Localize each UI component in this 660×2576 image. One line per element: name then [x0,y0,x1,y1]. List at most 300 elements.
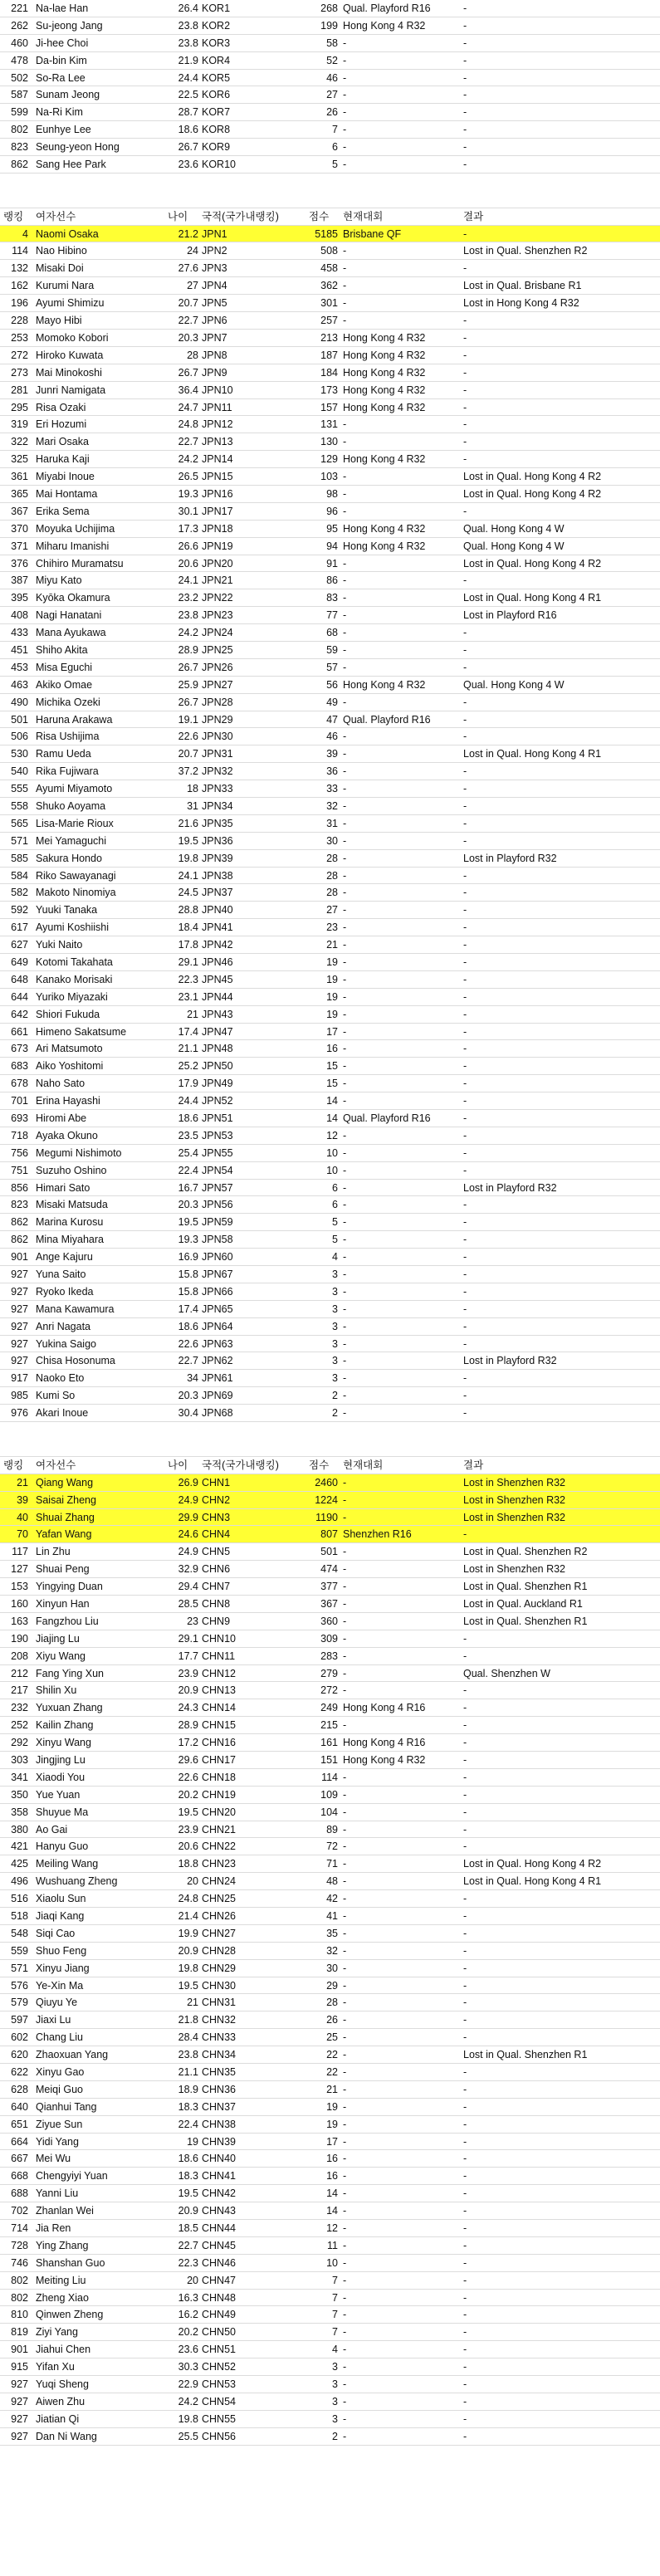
current-tournament-cell: - [343,1615,347,1627]
player-name-cell: Kotomi Takahata [36,956,113,968]
current-tournament-cell: - [343,2395,347,2407]
points-cell: 29 [326,1979,338,1992]
current-tournament-cell: - [343,1910,347,1922]
nationality-rank-cell: JPN3 [202,262,227,275]
nationality-rank-cell: JPN61 [202,1372,233,1385]
rank-cell: 587 [11,89,28,101]
rank-cell: 917 [11,1372,28,1385]
table-row [0,1752,660,1769]
result-cell: - [463,2361,467,2373]
table-row [0,1127,660,1145]
result-cell: - [463,1025,467,1038]
player-name-cell: Aiwen Zhu [36,2395,86,2407]
age-cell: 17.3 [178,522,198,535]
points-cell: 98 [326,487,338,500]
age-cell: 나이 [168,1459,188,1471]
nationality-rank-cell: JPN33 [202,783,233,795]
rank-cell: 597 [11,2014,28,2026]
nationality-rank-cell: JPN60 [202,1251,233,1264]
player-name-cell: Yuqi Sheng [36,2378,89,2391]
rank-cell: 693 [11,1112,28,1125]
current-tournament-cell: - [343,1355,347,1367]
current-tournament-cell: Shenzhen R16 [343,1528,412,1541]
player-name-cell: Marina Kurosu [36,1216,104,1229]
nationality-rank-cell: JPN31 [202,748,233,760]
result-cell: Lost in Qual. Hong Kong 4 R2 [463,487,602,500]
nationality-rank-cell: CHN8 [202,1597,231,1610]
nationality-rank-cell: JPN49 [202,1078,233,1090]
current-tournament-cell: - [343,2430,347,2442]
table-row [0,538,660,555]
age-cell: 16.7 [178,1181,198,1194]
result-cell: - [463,2118,467,2130]
age-cell: 19.5 [178,2187,198,2200]
current-tournament-cell: - [343,245,347,257]
player-name-cell: Miyabi Inoue [36,471,95,483]
player-name-cell: Yue Yuan [36,1788,81,1801]
current-tournament-cell: - [343,471,347,483]
nationality-rank-cell: JPN7 [202,331,227,344]
points-cell: 360 [320,1615,338,1627]
nationality-rank-cell: JPN14 [202,453,233,466]
points-cell: 5 [332,1234,338,1246]
age-cell: 20.3 [178,331,198,344]
table-row [0,70,660,87]
rank-cell: 208 [11,1650,28,1662]
table-row [0,1526,660,1543]
rank-cell: 408 [11,609,28,622]
nationality-rank-cell: JPN9 [202,366,227,379]
table-row [0,1283,660,1301]
age-cell: 24.2 [178,453,198,466]
result-cell: Lost in Playford R16 [463,609,557,622]
table-row [0,1387,660,1405]
result-cell: Qual. Shenzhen W [463,1667,550,1679]
result-cell: - [463,1320,467,1332]
nationality-rank-cell: JPN4 [202,280,227,292]
result-cell: - [463,1390,467,1402]
result-cell: - [463,2239,467,2251]
table-row [0,242,660,260]
points-cell: 48 [326,1875,338,1888]
current-tournament-cell: - [343,1216,347,1229]
result-cell: - [463,1095,467,1107]
rank-cell: 927 [11,1320,28,1332]
age-cell: 20.3 [178,1390,198,1402]
rank-cell: 370 [11,522,28,535]
current-tournament-cell: Hong Kong 4 R32 [343,401,426,413]
points-cell: 131 [320,418,338,431]
player-name-cell: Xinyu Gao [36,2066,85,2079]
nationality-rank-cell: JPN8 [202,349,227,361]
result-cell: Lost in Hong Kong 4 R32 [463,297,579,310]
table-row [0,1925,660,1943]
current-tournament-cell: - [343,1788,347,1801]
result-cell: Lost in Qual. Hong Kong 4 R1 [463,592,602,604]
points-cell: 109 [320,1788,338,1801]
rank-cell: 217 [11,1684,28,1697]
rank-cell: 555 [11,783,28,795]
current-tournament-cell: - [343,1719,347,1732]
rank-cell: 927 [11,1303,28,1315]
result-cell: - [463,2291,467,2304]
table-row [0,1578,660,1596]
points-cell: 1190 [315,1511,338,1523]
result-cell: Qual. Hong Kong 4 W [463,540,565,552]
player-name-cell: Qianhui Tang [36,2100,97,2113]
player-name-cell: Shuai Zhang [36,1511,95,1523]
player-name-cell: Rika Fujiwara [36,765,99,778]
points-cell: 474 [320,1563,338,1576]
points-cell: 31 [326,817,338,829]
nationality-rank-cell: CHN14 [202,1702,236,1714]
rank-cell: 901 [11,2344,28,2356]
player-name-cell: Mana Kawamura [36,1303,115,1315]
points-cell: 72 [326,1840,338,1853]
table-row [0,1492,660,1509]
current-tournament-cell: Hong Kong 4 R32 [343,331,426,344]
rank-cell: 751 [11,1164,28,1176]
nationality-rank-cell: CHN9 [202,1615,231,1627]
result-cell: - [463,159,467,171]
points-cell: 28 [326,852,338,864]
nationality-rank-cell: CHN16 [202,1737,236,1749]
current-tournament-cell: - [343,1840,347,1853]
age-cell: 20.2 [178,2326,198,2339]
rank-cell: 862 [11,1216,28,1229]
age-cell: 23 [187,1615,198,1627]
nationality-rank-cell: 국적(국가내랭킹) [202,1459,279,1471]
result-cell: - [463,1840,467,1853]
points-cell: 2 [332,1407,338,1420]
current-tournament-cell: 현재대회 [343,1459,384,1471]
table-row [0,1977,660,1995]
current-tournament-cell: - [343,1597,347,1610]
table-row [0,2358,660,2376]
rank-cell: 701 [11,1095,28,1107]
result-cell: - [463,1060,467,1073]
rank-cell: 673 [11,1043,28,1055]
current-tournament-cell: - [343,1823,347,1835]
player-name-cell: Qiang Wang [36,1476,94,1488]
current-tournament-cell: - [343,1650,347,1662]
nationality-rank-cell: JPN38 [202,869,233,882]
player-name-cell: Sang Hee Park [36,159,106,171]
table-row [0,798,660,815]
nationality-rank-cell: JPN65 [202,1303,233,1315]
nationality-rank-cell: CHN51 [202,2344,236,2356]
current-tournament-cell: - [343,1372,347,1385]
player-name-cell: Aiko Yoshitomi [36,1060,104,1073]
nationality-rank-cell: KOR4 [202,54,231,66]
age-cell: 20.9 [178,2205,198,2217]
age-cell: 17.7 [178,1650,198,1662]
age-cell: 21.8 [178,2014,198,2026]
table-row [0,121,660,139]
table-row [0,1092,660,1110]
age-cell: 18.8 [178,1858,198,1870]
age-cell: 21.4 [178,1910,198,1922]
result-cell: - [463,869,467,882]
rank-cell: 341 [11,1771,28,1783]
player-name-cell: Kanako Morisaki [36,973,113,985]
age-cell: 23.8 [178,609,198,622]
table-row [0,1145,660,1162]
result-cell: - [463,2430,467,2442]
points-cell: 3 [332,1320,338,1332]
points-cell: 12 [326,1129,338,1141]
nationality-rank-cell: JPN57 [202,1181,233,1194]
nationality-rank-cell: CHN4 [202,1528,231,1541]
table-row [0,1648,660,1665]
points-cell: 28 [326,887,338,899]
age-cell: 21.9 [178,54,198,66]
result-cell: Lost in Qual. Brisbane R1 [463,280,582,292]
current-tournament-cell: - [343,37,347,49]
table-row [0,1474,660,1492]
current-tournament-cell: - [343,1979,347,1992]
player-name-cell: Shiori Fukuda [36,1008,100,1020]
player-name-cell: Chisa Hosonuma [36,1355,115,1367]
table-row [0,936,660,954]
age-cell: 22.6 [178,1771,198,1783]
current-tournament-cell: - [343,2344,347,2356]
current-tournament-cell: - [343,627,347,639]
points-cell: 173 [320,384,338,396]
current-tournament-cell: - [343,1944,347,1957]
player-name-cell: Hanyu Guo [36,1840,89,1853]
nationality-rank-cell: CHN53 [202,2378,236,2391]
age-cell: 22.7 [178,315,198,327]
current-tournament-cell: Qual. Playford R16 [343,2,431,14]
result-cell: - [463,2014,467,2026]
result-cell: - [463,505,467,517]
result-cell: - [463,921,467,934]
age-cell: 22.6 [178,1337,198,1350]
rank-cell: 319 [11,418,28,431]
current-tournament-cell: - [343,2291,347,2304]
rank-cell: 랭킹 [3,210,24,222]
result-cell: Lost in Qual. Hong Kong 4 R1 [463,1875,602,1888]
age-cell: 16.3 [178,2291,198,2304]
result-cell: - [463,1164,467,1176]
player-name-cell: Nao Hibino [36,245,87,257]
age-cell: 22.4 [178,1164,198,1176]
current-tournament-cell: - [343,921,347,934]
result-cell: Lost in Qual. Auckland R1 [463,1597,583,1610]
points-cell: 249 [320,1702,338,1714]
result-cell: - [463,1702,467,1714]
current-tournament-cell: - [343,2153,347,2165]
player-name-cell: Mayo Hibi [36,315,82,327]
rank-cell: 272 [11,349,28,361]
rank-cell: 927 [11,1337,28,1350]
rank-cell: 976 [11,1407,28,1420]
nationality-rank-cell: JPN34 [202,799,233,812]
nationality-rank-cell: JPN53 [202,1129,233,1141]
nationality-rank-cell: JPN1 [202,227,227,240]
table-row [0,1405,660,1422]
table-row [0,295,660,312]
table-row [0,2150,660,2168]
nationality-rank-cell: JPN37 [202,887,233,899]
rank-cell: 21 [17,1476,28,1488]
age-cell: 29.1 [178,956,198,968]
age-cell: 18.6 [178,1112,198,1125]
points-cell: 161 [320,1737,338,1749]
nationality-rank-cell: CHN19 [202,1788,236,1801]
rank-cell: 478 [11,54,28,66]
rank-cell: 927 [11,2430,28,2442]
player-name-cell: Eunhye Lee [36,124,91,136]
points-cell: 25 [326,2031,338,2044]
age-cell: 15.8 [178,1285,198,1298]
table-row [0,35,660,52]
player-name-cell: Shanshan Guo [36,2256,105,2269]
player-name-cell: Eri Hozumi [36,418,87,431]
player-name-cell: Haruna Arakawa [36,713,113,726]
age-cell: 20 [187,2274,198,2286]
rank-cell: 153 [11,1581,28,1593]
rank-cell: 592 [11,904,28,917]
player-name-cell: Jiatian Qi [36,2412,80,2425]
result-cell: - [463,2083,467,2095]
current-tournament-cell: - [343,2205,347,2217]
current-tournament-cell: - [343,262,347,275]
nationality-rank-cell: KOR10 [202,159,236,171]
rank-cell: 559 [11,1944,28,1957]
table-row [0,1613,660,1630]
result-cell: - [463,1078,467,1090]
points-cell: 3 [332,2361,338,2373]
age-cell: 22.9 [178,2378,198,2391]
age-cell: 21.1 [178,2066,198,2079]
rank-cell: 295 [11,401,28,413]
player-name-cell: Chihiro Muramatsu [36,557,124,569]
result-cell: Lost in Qual. Shenzhen R1 [463,1615,588,1627]
player-name-cell: Xinyu Wang [36,1737,91,1749]
points-cell: 6 [332,1181,338,1194]
nationality-rank-cell: KOR3 [202,37,231,49]
rank-cell: 661 [11,1025,28,1038]
rank-cell: 756 [11,1146,28,1159]
nationality-rank-cell: CHN41 [202,2170,236,2183]
result-cell: - [463,783,467,795]
points-cell: 4 [332,2344,338,2356]
points-cell: 28 [326,1997,338,2009]
age-cell: 24.3 [178,1702,198,1714]
result-cell: - [463,627,467,639]
age-cell: 20.7 [178,748,198,760]
player-name-cell: Ziyue Sun [36,2118,83,2130]
rank-cell: 350 [11,1788,28,1801]
nationality-rank-cell: JPN56 [202,1199,233,1211]
rank-cell: 810 [11,2309,28,2321]
table-row [0,1838,660,1855]
age-cell: 나이 [168,210,188,222]
rank-cell: 540 [11,765,28,778]
points-cell: 3 [332,1337,338,1350]
age-cell: 24.2 [178,2395,198,2407]
player-name-cell: Seung-yeon Hong [36,141,120,154]
nationality-rank-cell: JPN58 [202,1234,233,1246]
current-tournament-cell: - [343,731,347,743]
points-cell: 3 [332,1268,338,1281]
rank-cell: 548 [11,1927,28,1939]
table-row [0,2272,660,2290]
player-name-cell: Yifan Xu [36,2361,75,2373]
table-row [0,1994,660,2011]
rank-cell: 460 [11,37,28,49]
player-name-cell: Shuyue Ma [36,1806,89,1818]
current-tournament-cell: - [343,1337,347,1350]
result-cell: - [463,1893,467,1905]
nationality-rank-cell: KOR8 [202,124,231,136]
age-cell: 23.8 [178,2049,198,2061]
nationality-rank-cell: JPN63 [202,1337,233,1350]
rank-cell: 802 [11,2291,28,2304]
current-tournament-cell: - [343,2309,347,2321]
player-name-cell: Wushuang Zheng [36,1875,118,1888]
nationality-rank-cell: CHN47 [202,2274,236,2286]
result-cell: - [463,401,467,413]
result-cell: - [463,1285,467,1298]
player-name-cell: Na-lae Han [36,2,89,14]
current-tournament-cell: - [343,1858,347,1870]
current-tournament-cell: - [343,1476,347,1488]
nationality-rank-cell: CHN49 [202,2309,236,2321]
result-cell: - [463,106,467,119]
player-name-cell: Shuko Aoyama [36,799,106,812]
points-cell: 3 [332,1303,338,1315]
player-name-cell: Jingjing Lu [36,1753,86,1766]
result-cell: - [463,1997,467,2009]
age-cell: 37.2 [178,765,198,778]
nationality-rank-cell: CHN31 [202,1997,236,2009]
table-row [0,260,660,277]
rank-cell: 571 [11,834,28,847]
rank-cell: 117 [12,1546,28,1558]
age-cell: 22.3 [178,973,198,985]
rank-cell: 688 [11,2187,28,2200]
player-name-cell: Risa Ushijima [36,731,100,743]
points-cell: 41 [326,1910,338,1922]
player-name-cell: Yafan Wang [36,1528,92,1541]
current-tournament-cell: - [343,1060,347,1073]
nationality-rank-cell: CHN30 [202,1979,236,1992]
rank-cell: 518 [11,1910,28,1922]
player-name-cell: Himeno Sakatsume [36,1025,127,1038]
result-cell: - [463,661,467,673]
table-row [0,2411,660,2428]
points-cell: 89 [326,1823,338,1835]
nationality-rank-cell: CHN34 [202,2049,236,2061]
player-name-cell: Zheng Xiao [36,2291,89,2304]
points-cell: 508 [320,245,338,257]
table-row [0,1769,660,1787]
result-cell: - [463,141,467,154]
age-cell: 20.7 [178,297,198,310]
nationality-rank-cell: KOR7 [202,106,231,119]
rank-cell: 262 [11,19,28,32]
rank-cell: 160 [11,1597,28,1610]
age-cell: 26.5 [178,471,198,483]
result-cell: - [463,1129,467,1141]
player-name-cell: Mana Ayukawa [36,627,106,639]
age-cell: 24.7 [178,401,198,413]
age-cell: 23.6 [178,2344,198,2356]
nationality-rank-cell: CHN18 [202,1771,236,1783]
